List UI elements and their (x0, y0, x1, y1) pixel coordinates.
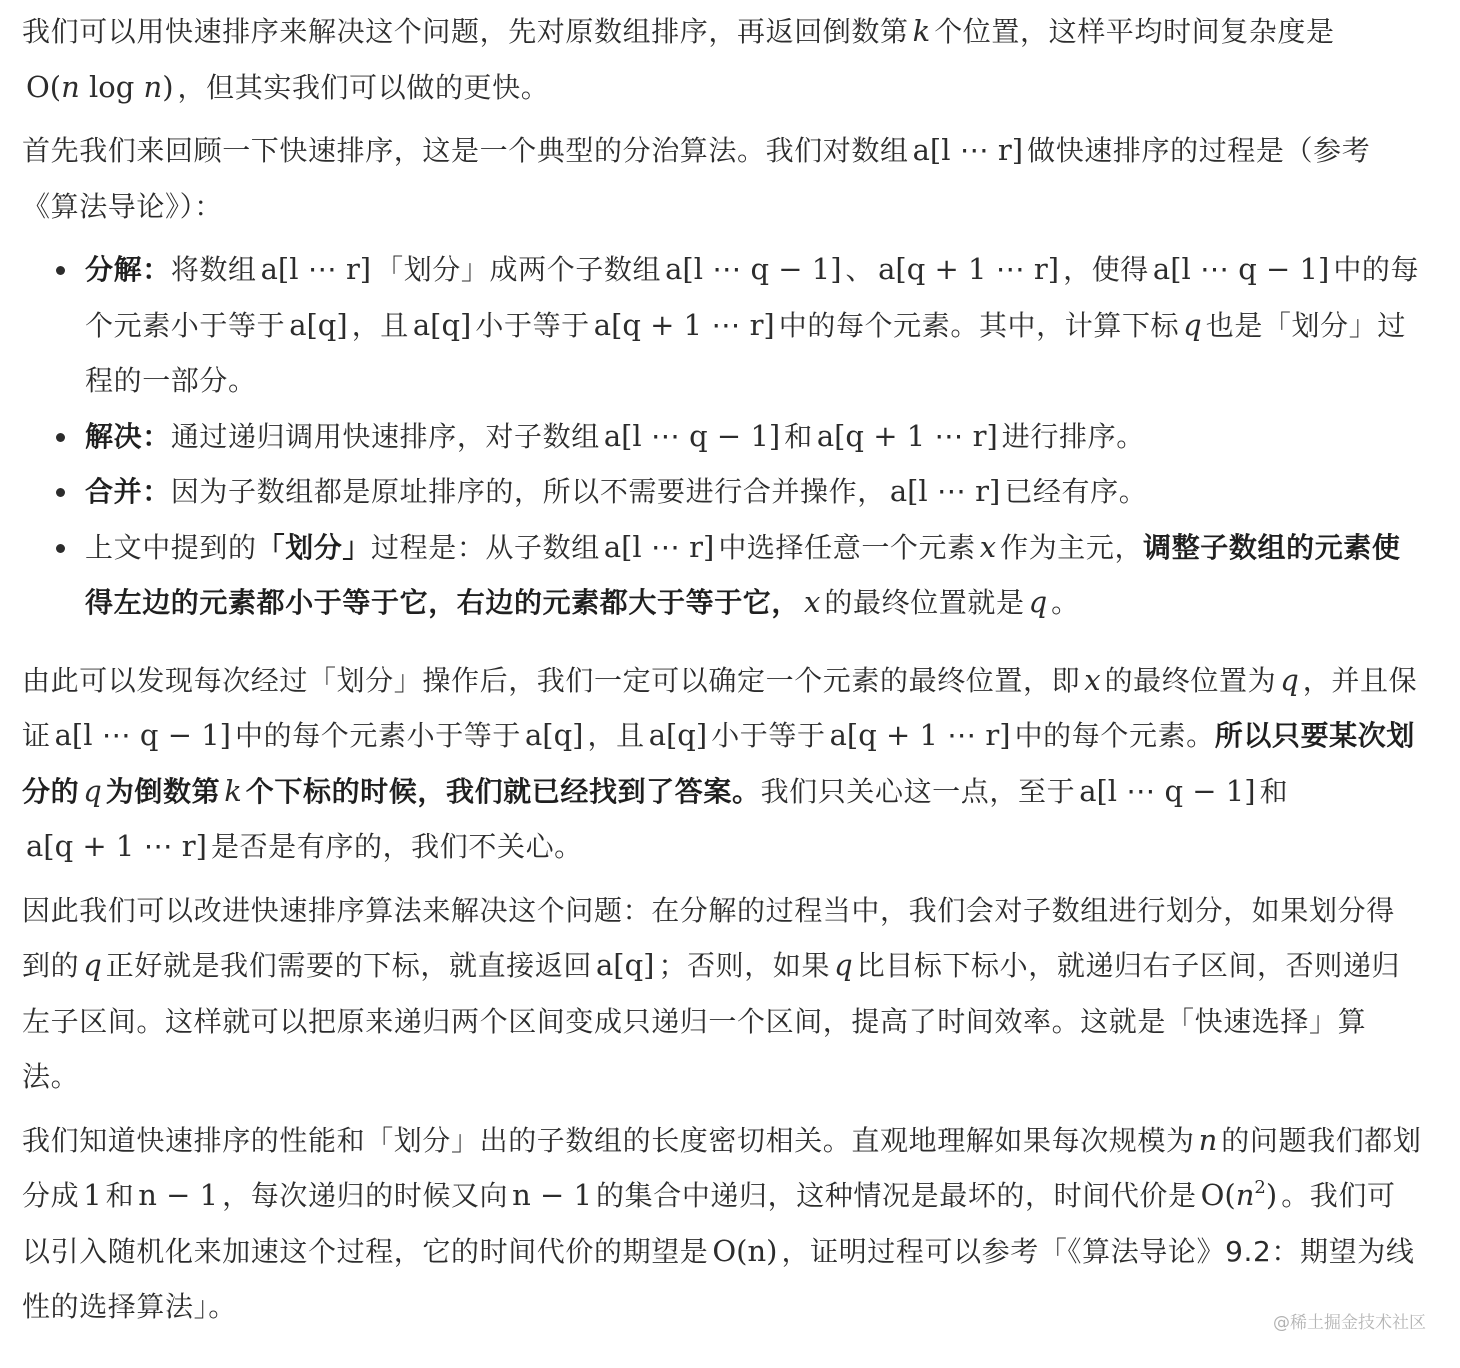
text: ，但其实我们可以做的更快。 (177, 70, 550, 104)
article-body (22, 4, 1422, 1343)
math: a[q + 1 ⋯ r] (26, 829, 207, 863)
list-item-combine: 合并：因为子数组都是原址排序的，所以不需要进行合并操作， a[l ⋯ r] 已经有序。 (85, 464, 1422, 520)
math: a[q] (595, 948, 655, 982)
text: 做快速排序的过程是（参考《算法导论》）： (22, 134, 1371, 223)
math: q (1028, 585, 1048, 619)
text: 首先我们来回顾一下快速排序，这是一个典型的分治算法。我们对数组 (22, 134, 909, 167)
math: a[q + 1 ⋯ r] (816, 418, 998, 453)
math: x (979, 529, 997, 564)
bold-text: 「划分」 (256, 530, 372, 564)
math: n − 1 (512, 1178, 593, 1212)
text: 我们可以用快速排序来解决这个问题，先对原数组排序，再返回倒数第 (22, 15, 909, 48)
bullet-label: 分解： (85, 253, 171, 286)
watermark: @稀土掘金技术社区 (1273, 1313, 1426, 1333)
paragraph-review (22, 123, 1422, 234)
math: a[l ⋯ q − 1] (665, 252, 842, 286)
math: a[l ⋯ q − 1] (1152, 252, 1330, 286)
math: n − 1 (138, 1178, 219, 1212)
bullet-label: 合并： (85, 475, 171, 508)
math: x (804, 585, 821, 619)
paragraph-quickselect: 因此我们可以改进快速排序算法来解决这个问题：在分解的过程当中，我们会对子数组进行划分，如果划分得到的 q 正好就是我们需要的下标，就直接返回 a[q] ；否则，如果 q 比目标下标小，就递归右子区间，否则递归左子区间。这样就可以把原来递归两个区间变成只递归一个区间，提高了时间效率。这就是「快速选择」算法。 (22, 893, 1401, 1093)
bold-text: 所以只要某次划分的 (22, 719, 1415, 808)
math: a[l ⋯ q − 1] (1079, 773, 1256, 808)
math: x (1084, 662, 1101, 697)
math: n (1198, 1122, 1218, 1157)
math: a[q] (525, 718, 584, 752)
math: q (1183, 307, 1202, 342)
math: a[q] (289, 307, 348, 342)
math-complexity: O(n log n) (26, 69, 174, 104)
math: a[q] (412, 307, 472, 342)
math: a[l ⋯ q − 1] (54, 718, 231, 752)
math-array: a[l ⋯ r] (912, 133, 1024, 167)
math: q (83, 948, 102, 982)
list-item-divide: 分解：将数组 a[l ⋯ r] 「划分」成两个子数组 a[l ⋯ q − 1] 、 a[q + 1 ⋯ r] ，使得 a[l ⋯ q − 1] 中的每个元素小于等于 a[q] ，且 a[q] 小于等于 a[q + 1 ⋯ r] 中的每个元素。其中，计算下标 q 也是「划分」过程的一部分。 (85, 242, 1422, 409)
list-item-conquer: 解决：通过递归调用快速排序，对子数组 a[l ⋯ q − 1] 和 a[q + 1 ⋯ r] 进行排序。 (85, 409, 1422, 465)
bullet-label: 解决： (85, 419, 171, 453)
list-item-partition: 上文中提到的「划分」过程是：从子数组 a[l ⋯ r] 中选择任意一个元素 x 作为主元，调整子数组的元素使得左边的元素都小于等于它，右边的元素都大于等于它， x 的最终位置就是 q 。 (85, 520, 1422, 631)
math: k (224, 773, 242, 808)
math-k: k (912, 14, 931, 48)
math: a[l ⋯ r] (603, 529, 715, 564)
math: a[l ⋯ r] (889, 474, 1001, 508)
math: a[l ⋯ r] (260, 252, 372, 286)
math: q (83, 773, 102, 808)
bold-text: 为倒数第 (105, 774, 221, 808)
paragraph-observation: 由此可以发现每次经过「划分」操作后，我们一定可以确定一个元素的最终位置，即 x 的最终位置为 q ，并且保证 a[l ⋯ q − 1] 中的每个元素小于等于 a[q] ，且 a[q] 小于等于 a[q + 1 ⋯ r] 中的每个元素。所以只要某次划分的 q 为倒数第 k 个下标的时候，我们就已经找到了答案。我们只关心这一点，至于 a[l ⋯ q − 1] 和a[q + 1 ⋯ r] 是否是有序的，我们不关心。 (22, 662, 1418, 863)
text: 个位置，这样平均时间复杂度是 (934, 15, 1335, 48)
math: a[q + 1 ⋯ r] (878, 252, 1060, 286)
math: a[q + 1 ⋯ r] (829, 718, 1011, 752)
math: q (834, 948, 853, 982)
paragraph-performance: 我们知道快速排序的性能和「划分」出的子数组的长度密切相关。直观地理解如果每次规模为 n 的问题我们都划分成 1 和 n − 1 ，每次递归的时候又向 n − 1 的集合中递归，这种情况是最坏的，时间代价是 $O(n^2)$ 。我们可以引入随机化来加速这个过程，它的时间代价的期望是 O(n) ，证明过程可以参考「《算法导论》9.2：期望为线性的选择算法」。 (22, 1122, 1422, 1323)
math: q (1280, 662, 1299, 697)
math: a[l ⋯ q − 1] (603, 418, 781, 453)
bullet-list (22, 242, 1422, 631)
bold-text: 调整子数组的元素使得左边的元素都小于等于它，右边的元素都大于等于它， (85, 530, 1401, 619)
math: a[q + 1 ⋯ r] (593, 307, 775, 342)
math: O(n) (712, 1233, 778, 1268)
math: a[q] (648, 718, 708, 752)
bold-text: 个下标的时候，我们就已经找到了答案。 (245, 774, 761, 808)
math-n-squared: $O(n^2)$ (1200, 1177, 1278, 1212)
paragraph-intro (22, 4, 1422, 115)
math: 1 (83, 1178, 102, 1212)
